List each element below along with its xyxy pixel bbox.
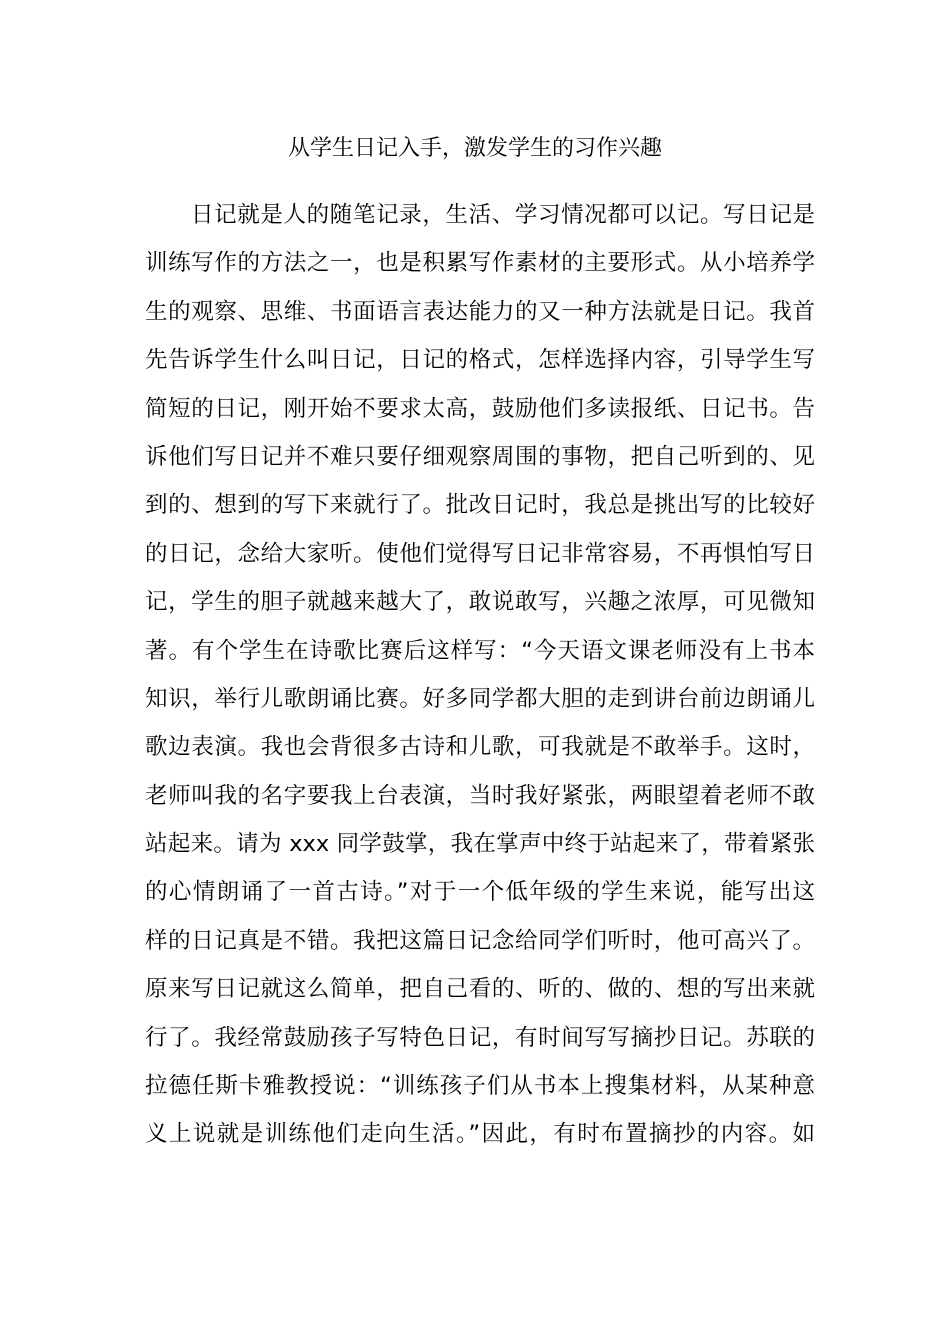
body-line: 先告诉学生什么叫日记，日记的格式，怎样选择内容，引导学生写 (145, 347, 815, 374)
body-line: 简短的日记，刚开始不要求太高，鼓励他们多读报纸、日记书。告 (145, 395, 815, 422)
body-line: 老师叫我的名字要我上台表演，当时我好紧张，两眼望着老师不敢 (145, 782, 815, 809)
body-line: 的日记，念给大家听。使他们觉得写日记非常容易，不再惧怕写日 (145, 540, 815, 567)
body-line: 的心情朗诵了一首古诗。”对于一个低年级的学生来说，能写出这 (145, 879, 815, 906)
body-line: 著。有个学生在诗歌比赛后这样写：“今天语文课老师没有上书本 (145, 637, 815, 664)
body-line: 训练写作的方法之一，也是积累写作素材的主要形式。从小培养学 (145, 250, 815, 277)
body-line: 日记就是人的随笔记录，生活、学习情况都可以记。写日记是 (191, 202, 815, 228)
body-line: 样的日记真是不错。我把这篇日记念给同学们听时，他可高兴了。 (145, 927, 815, 954)
body-line: 诉他们写日记并不难只要仔细观察周围的事物，把自己听到的、见 (145, 443, 815, 470)
body-line: 站起来。请为 xxx 同学鼓掌，我在掌声中终于站起来了，带着紧张 (145, 831, 815, 858)
body-line: 歌边表演。我也会背很多古诗和儿歌，可我就是不敢举手。这时， (145, 734, 815, 761)
body-line: 到的、想到的写下来就行了。批改日记时，我总是挑出写的比较好 (145, 492, 815, 519)
document-title: 从学生日记入手，激发学生的习作兴趣 (287, 136, 662, 161)
body-line: 原来写日记就这么简单，把自己看的、听的、做的、想的写出来就 (145, 976, 815, 1003)
document-body (145, 196, 815, 1164)
body-line: 生的观察、思维、书面语言表达能力的又一种方法就是日记。我首 (145, 298, 815, 325)
body-line: 行了。我经常鼓励孩子写特色日记，有时间写写摘抄日记。苏联的 (145, 1024, 815, 1051)
body-line: 知识，举行儿歌朗诵比赛。好多同学都大胆的走到讲台前边朗诵儿 (145, 685, 815, 712)
body-line: 拉德任斯卡雅教授说：“训练孩子们从书本上搜集材料，从某种意 (145, 1073, 815, 1100)
body-line: 义上说就是训练他们走向生活。”因此，有时布置摘抄的内容。如 (145, 1121, 815, 1148)
body-line: 记，学生的胆子就越来越大了，敢说敢写，兴趣之浓厚，可见微知 (145, 589, 815, 616)
